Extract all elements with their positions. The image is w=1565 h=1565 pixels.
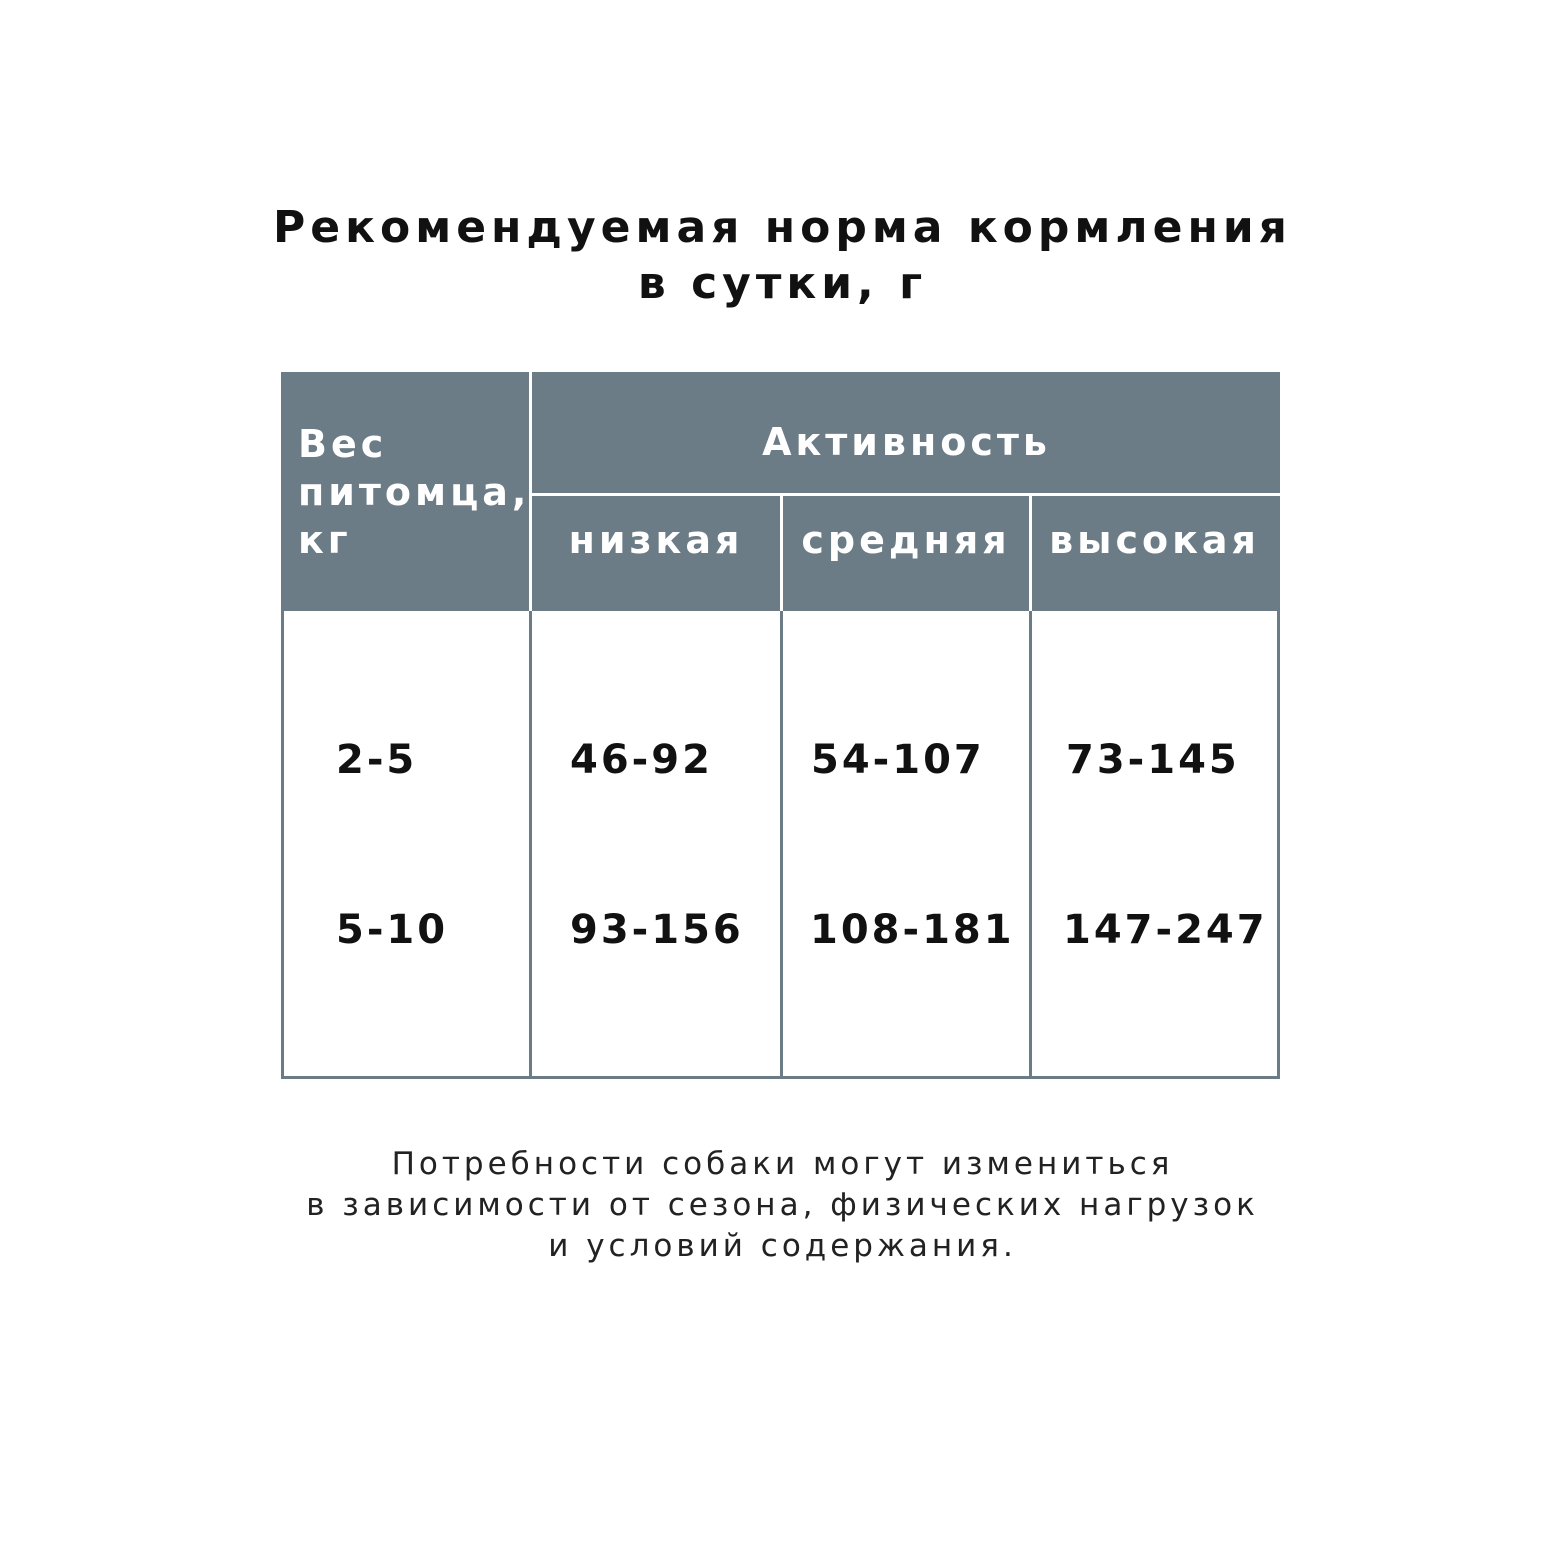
title-line-1: Рекомендуемая норма кормления — [273, 202, 1292, 253]
page-title — [0, 200, 1565, 312]
footnote-line-1: Потребности собаки могут измениться — [391, 1146, 1174, 1182]
row-1-weight: 2-5 — [336, 737, 418, 783]
row-2-weight: 5-10 — [336, 907, 449, 953]
row-1-medium: 54-107 — [811, 737, 985, 783]
activity-low-header: низкая — [568, 518, 744, 562]
table-border-bottom — [281, 1076, 1280, 1079]
row-1-low: 46-92 — [570, 737, 713, 783]
table-border-right — [1277, 611, 1280, 1079]
row-2-high: 147-247 — [1063, 907, 1268, 953]
body-divider-weight — [529, 611, 532, 1079]
weight-header-line-2: питомца, — [298, 470, 531, 514]
title-line-2: в сутки, г — [637, 258, 928, 309]
row-1-high: 73-145 — [1066, 737, 1240, 783]
footnote-line-2: в зависимости от сезона, физических нагрузок — [306, 1187, 1259, 1223]
activity-medium-header: средняя — [801, 518, 1011, 562]
activity-header: Активность — [762, 420, 1051, 464]
footnote-line-3: и условий содержания. — [548, 1228, 1017, 1264]
body-divider-low-medium — [780, 611, 783, 1079]
weight-header-line-1: Вес — [298, 422, 388, 466]
row-2-medium: 108-181 — [810, 907, 1015, 953]
row-2-low: 93-156 — [570, 907, 744, 953]
header-divider-activity — [532, 493, 1280, 496]
activity-high-header: высокая — [1049, 518, 1260, 562]
weight-header-line-3: кг — [298, 518, 352, 562]
body-divider-medium-high — [1029, 611, 1032, 1079]
feeding-table — [281, 372, 1280, 1079]
footnote — [0, 1144, 1565, 1267]
table-border-left — [281, 611, 284, 1079]
weight-column-header — [298, 420, 530, 564]
